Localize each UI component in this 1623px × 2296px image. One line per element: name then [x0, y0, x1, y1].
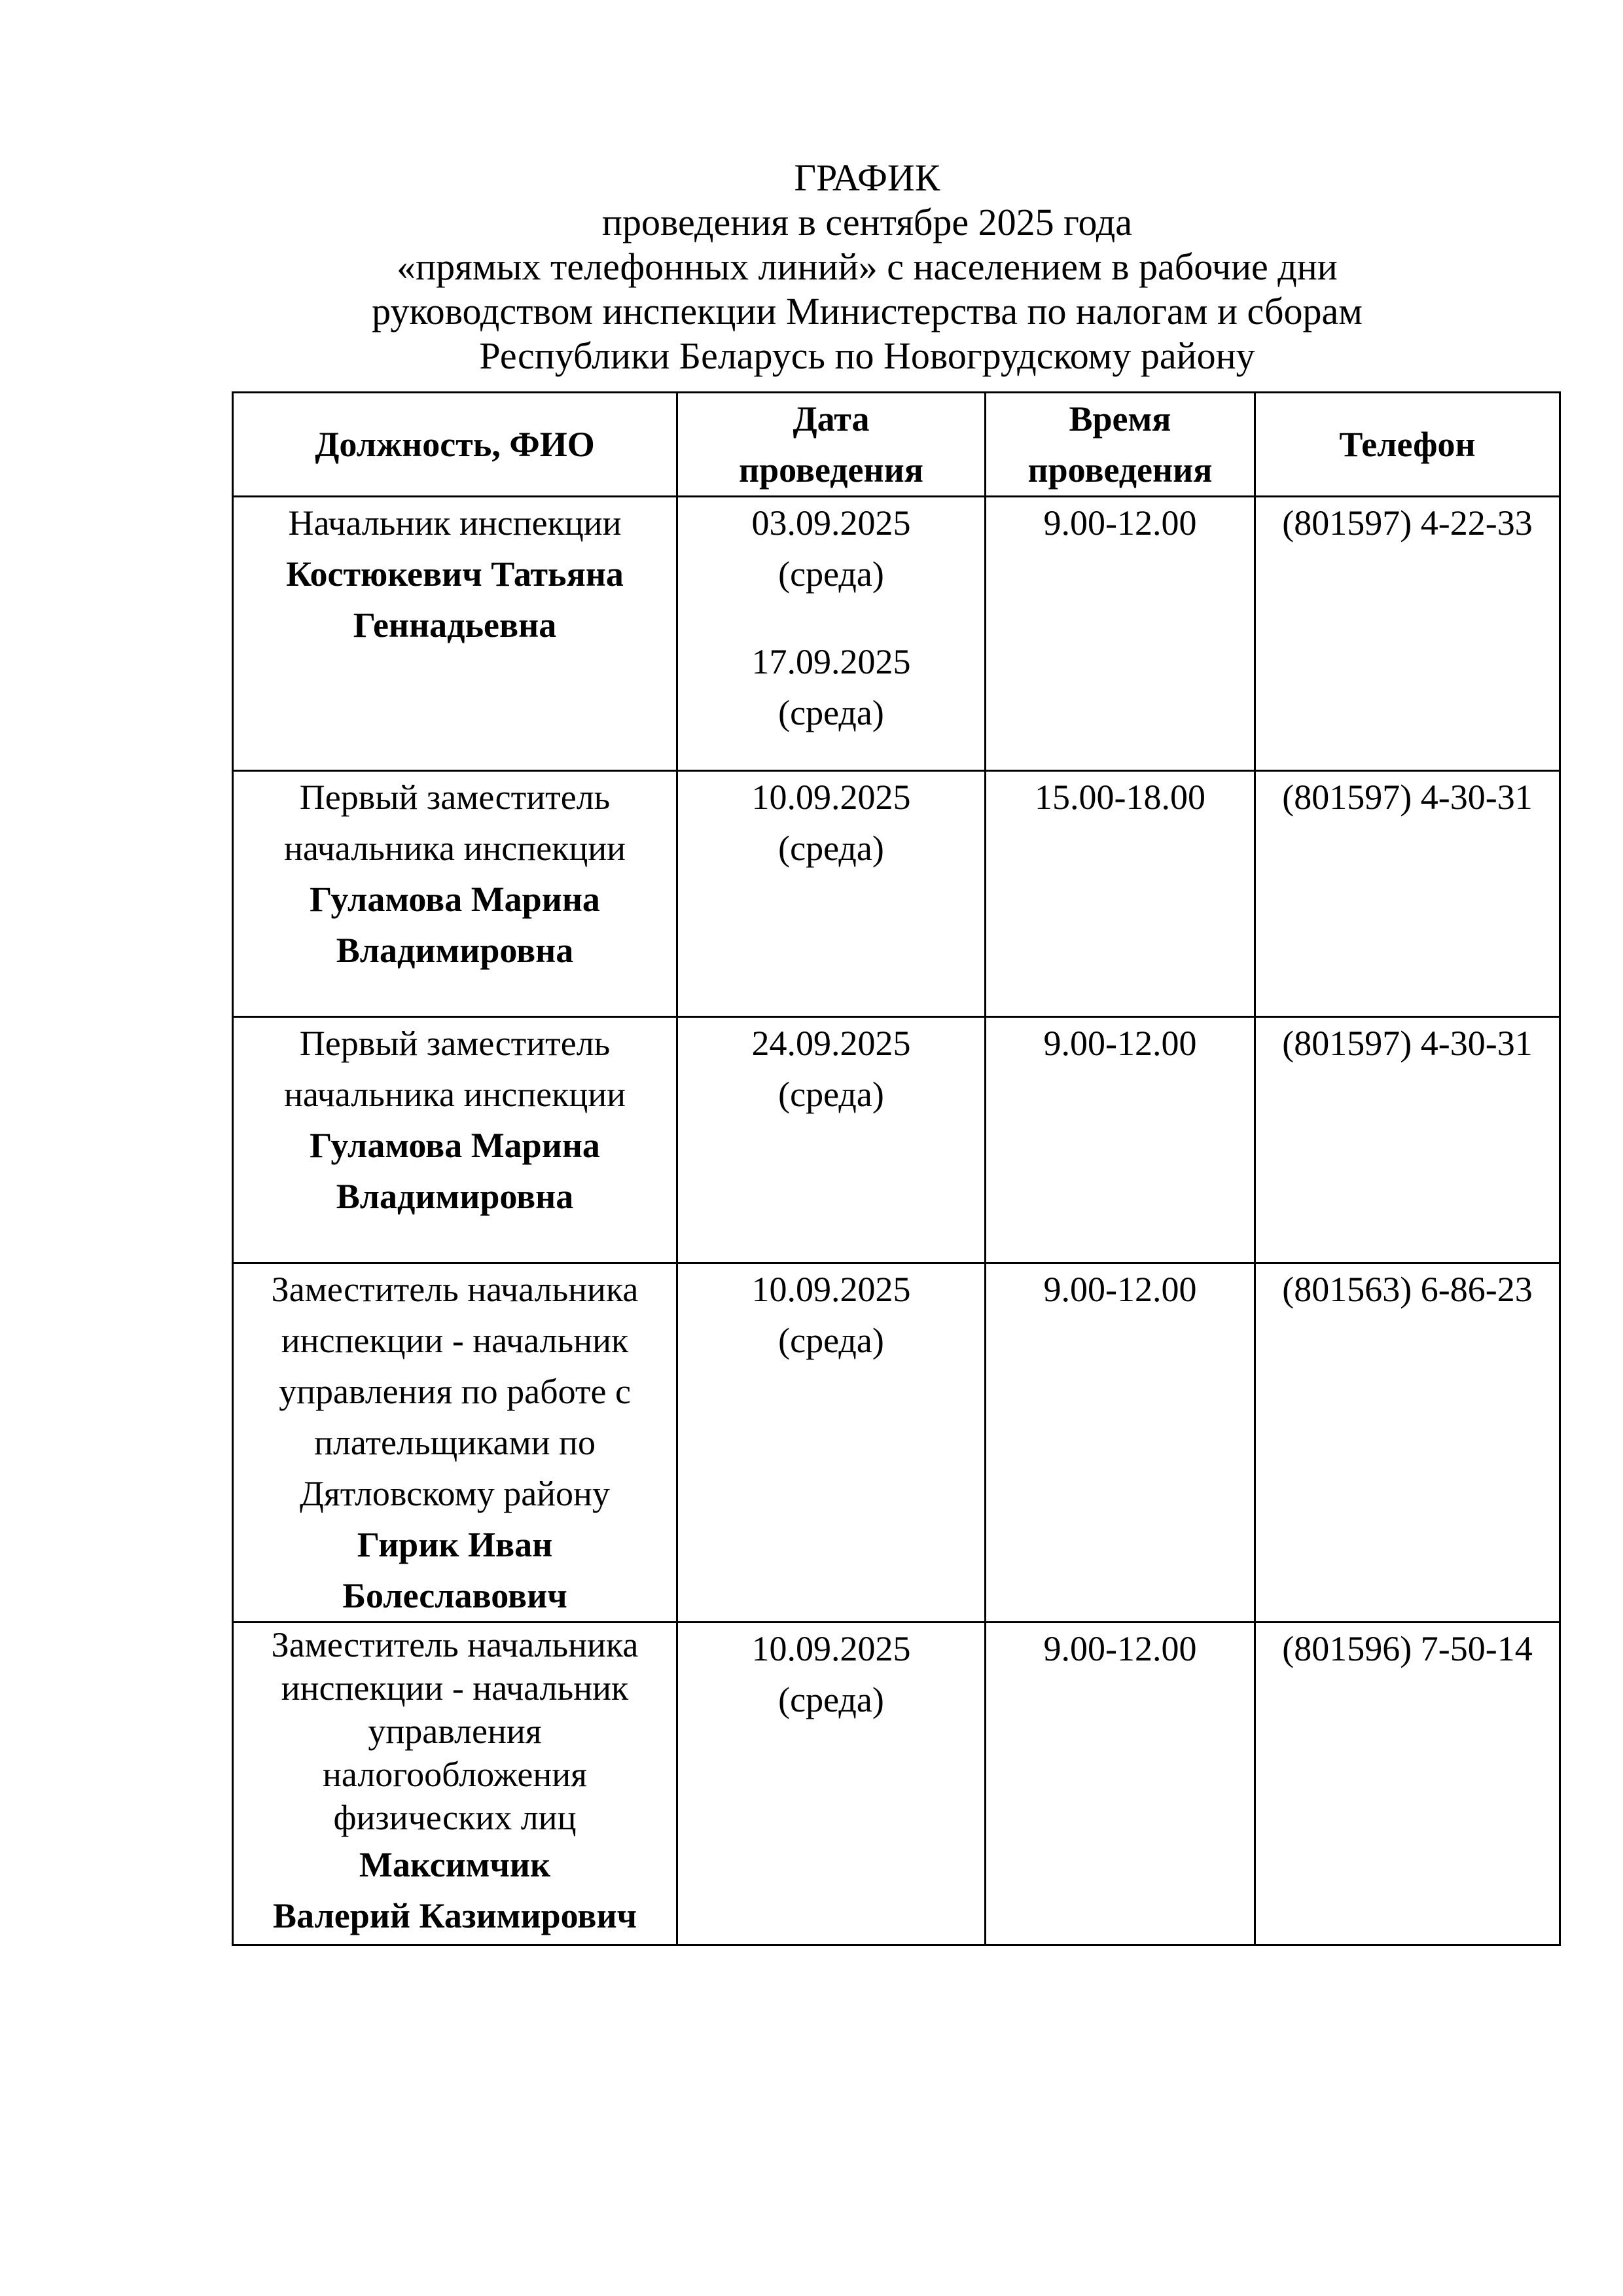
- position-title-line-3: управления: [368, 1712, 542, 1751]
- table-row: [233, 771, 1560, 1017]
- schedule-table: [232, 391, 1561, 1946]
- person-name-line-1: Максимчик: [359, 1845, 551, 1884]
- position-title-line-3: управления по работе с: [279, 1372, 631, 1411]
- phone-value: (801563) 6-86-23: [1282, 1270, 1533, 1309]
- position-cell: [233, 1263, 677, 1623]
- position-title-line-2: начальника инспекции: [283, 829, 626, 868]
- time-value: 9.00-12.00: [1043, 1629, 1197, 1668]
- header-time: [986, 393, 1255, 497]
- time-value: 9.00-12.00: [1043, 1024, 1197, 1063]
- position-title-line-1: Первый заместитель: [299, 1024, 611, 1063]
- time-value: 9.00-12.00: [1043, 1270, 1197, 1309]
- position-title-line-2: начальника инспекции: [283, 1075, 626, 1114]
- person-name-line-2: Владимировна: [336, 931, 574, 970]
- table-row: [233, 1623, 1560, 1945]
- heading-line-5: Республики Беларусь по Новогрудскому району: [479, 334, 1255, 377]
- person-name-line-1: Гуламова Марина: [310, 880, 600, 919]
- weekday-value: (среда): [778, 1680, 884, 1719]
- weekday-value: (среда): [778, 829, 884, 868]
- table-row: [233, 1263, 1560, 1623]
- date-value: 10.09.2025: [751, 1270, 911, 1309]
- header-date-line-2: проведения: [739, 450, 923, 490]
- position-cell: [233, 771, 677, 1017]
- date-value: 10.09.2025: [751, 778, 911, 817]
- header-date-line-1: Дата: [793, 399, 870, 439]
- person-name-line-1: Гуламова Марина: [310, 1126, 600, 1165]
- header-date: [677, 393, 986, 497]
- date-value: 03.09.2025: [751, 503, 911, 543]
- date-value: 17.09.2025: [751, 642, 911, 681]
- position-title-line-1: Заместитель начальника: [271, 1270, 639, 1309]
- weekday-value: (среда): [778, 693, 884, 732]
- date-cell: [677, 1017, 986, 1263]
- position-title-line-4: налогообложения: [322, 1755, 588, 1794]
- phone-value: (801596) 7-50-14: [1282, 1629, 1533, 1668]
- phone-cell: [1255, 771, 1560, 1017]
- phone-cell: [1255, 497, 1560, 771]
- table-row: [233, 1017, 1560, 1263]
- date-cell: [677, 1263, 986, 1623]
- position-cell: [233, 1623, 677, 1945]
- phone-value: (801597) 4-22-33: [1282, 503, 1533, 543]
- table-row: [233, 497, 1560, 771]
- weekday-value: (среда): [778, 1321, 884, 1360]
- table-header-row: [233, 393, 1560, 497]
- weekday-value: (среда): [778, 554, 884, 594]
- person-name-line-2: Валерий Казимирович: [272, 1896, 637, 1935]
- person-name-line-1: Гирик Иван: [357, 1525, 553, 1564]
- phone-cell: [1255, 1263, 1560, 1623]
- phone-cell: [1255, 1017, 1560, 1263]
- header-phone: Телефон: [1255, 393, 1560, 497]
- date-cell: [677, 1623, 986, 1945]
- person-name-line-1: Костюкевич Татьяна: [286, 554, 624, 594]
- date-value: 24.09.2025: [751, 1024, 911, 1063]
- position-title: Начальник инспекции: [288, 503, 622, 543]
- position-title-line-1: Заместитель начальника: [271, 1625, 639, 1664]
- document-heading: [0, 156, 1623, 378]
- position-title-line-2: инспекции - начальник: [281, 1668, 629, 1708]
- position-title-line-4: плательщиками по: [314, 1423, 596, 1462]
- position-title-line-5: Дятловскому району: [300, 1474, 610, 1513]
- position-cell: [233, 1017, 677, 1263]
- header-time-line-1: Время: [1069, 399, 1171, 439]
- date-cell: [677, 497, 986, 771]
- time-cell: [986, 497, 1255, 771]
- date-value: 10.09.2025: [751, 1629, 911, 1668]
- heading-line-3: «прямых телефонных линий» с населением в рабочие дни: [397, 245, 1338, 288]
- time-value: 15.00-18.00: [1035, 778, 1205, 817]
- time-cell: [986, 1623, 1255, 1945]
- time-value: 9.00-12.00: [1043, 503, 1197, 543]
- position-title-line-5: физических лиц: [333, 1798, 577, 1837]
- person-name-line-2: Болеславович: [342, 1576, 567, 1615]
- heading-line-4: руководством инспекции Министерства по налогам и сборам: [372, 290, 1363, 332]
- weekday-value: (среда): [778, 1075, 884, 1114]
- person-name-line-2: Владимировна: [336, 1177, 574, 1216]
- phone-value: (801597) 4-30-31: [1282, 778, 1533, 817]
- time-cell: [986, 771, 1255, 1017]
- header-time-line-2: проведения: [1027, 450, 1213, 490]
- heading-line-2: проведения в сентябре 2025 года: [601, 201, 1133, 243]
- position-title-line-1: Первый заместитель: [299, 778, 611, 817]
- phone-cell: [1255, 1623, 1560, 1945]
- phone-value: (801597) 4-30-31: [1282, 1024, 1533, 1063]
- position-title-line-2: инспекции - начальник: [281, 1321, 629, 1360]
- date-cell: [677, 771, 986, 1017]
- time-cell: [986, 1017, 1255, 1263]
- position-cell: [233, 497, 677, 771]
- person-name-line-2: Геннадьевна: [353, 605, 557, 645]
- heading-title: ГРАФИК: [794, 156, 940, 199]
- header-position: Должность, ФИО: [233, 393, 677, 497]
- time-cell: [986, 1263, 1255, 1623]
